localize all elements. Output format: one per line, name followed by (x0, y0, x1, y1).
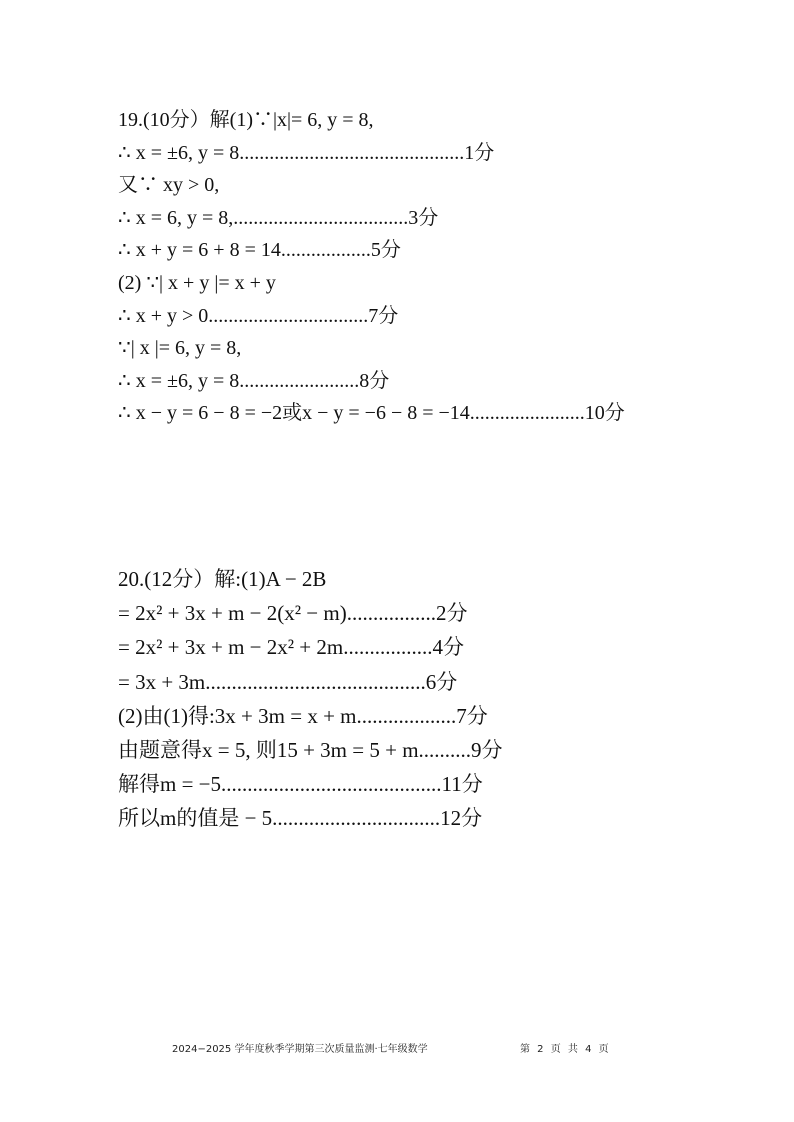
q20-line-7: 解得m = −5..........................................11分 (118, 772, 483, 797)
q19-line-4: ∴ x = 6, y = 8,...................................3分 (118, 206, 439, 229)
q19-line-9: ∴ x = ±6, y = 8........................8分 (118, 369, 390, 392)
q20-line-5: (2)由(1)得:3x + 3m = x + m...................7分 (118, 703, 488, 728)
q19-line-10: ∴ x − y = 6 − 8 = −2或x − y = −6 − 8 = −14.......................10分 (118, 402, 625, 425)
q19-line-2: ∴ x = ±6, y = 8.............................................1分 (118, 141, 495, 164)
q20-line-3: = 2x² + 3x + m − 2x² + 2m.................4分 (118, 635, 464, 660)
q20-line-6: 由题意得x = 5, 则15 + 3m = 5 + m..........9分 (118, 738, 503, 763)
q20-line-1: 20.(12分）解:(1)A − 2B (118, 567, 327, 591)
footer-page-number: 第 2 页 共 4 页 (520, 1044, 611, 1055)
q19-line-3: 又∵ xy > 0, (118, 174, 220, 197)
q20-line-8: 所以m的值是 − 5................................12分 (118, 806, 483, 831)
q20-line-4: = 3x + 3m..........................................6分 (118, 669, 458, 694)
question-20-solution (118, 562, 718, 836)
q20-line-2: = 2x² + 3x + m − 2(x² − m).................2分 (118, 601, 468, 626)
question-19-solution (118, 104, 718, 430)
q19-line-7: ∴ x + y > 0................................7分 (118, 304, 399, 327)
q19-line-1: 19.(10分）解(1)∵|x|= 6, y = 8, (118, 109, 374, 131)
q19-line-6: (2) ∵| x + y |= x + y (118, 271, 276, 294)
q19-line-8: ∵| x |= 6, y = 8, (118, 337, 242, 360)
footer-exam-title: 2024−2025 学年度秋季学期第三次质量监测·七年级数学 (172, 1044, 428, 1055)
q19-line-5: ∴ x + y = 6 + 8 = 14..................5分 (118, 239, 401, 262)
